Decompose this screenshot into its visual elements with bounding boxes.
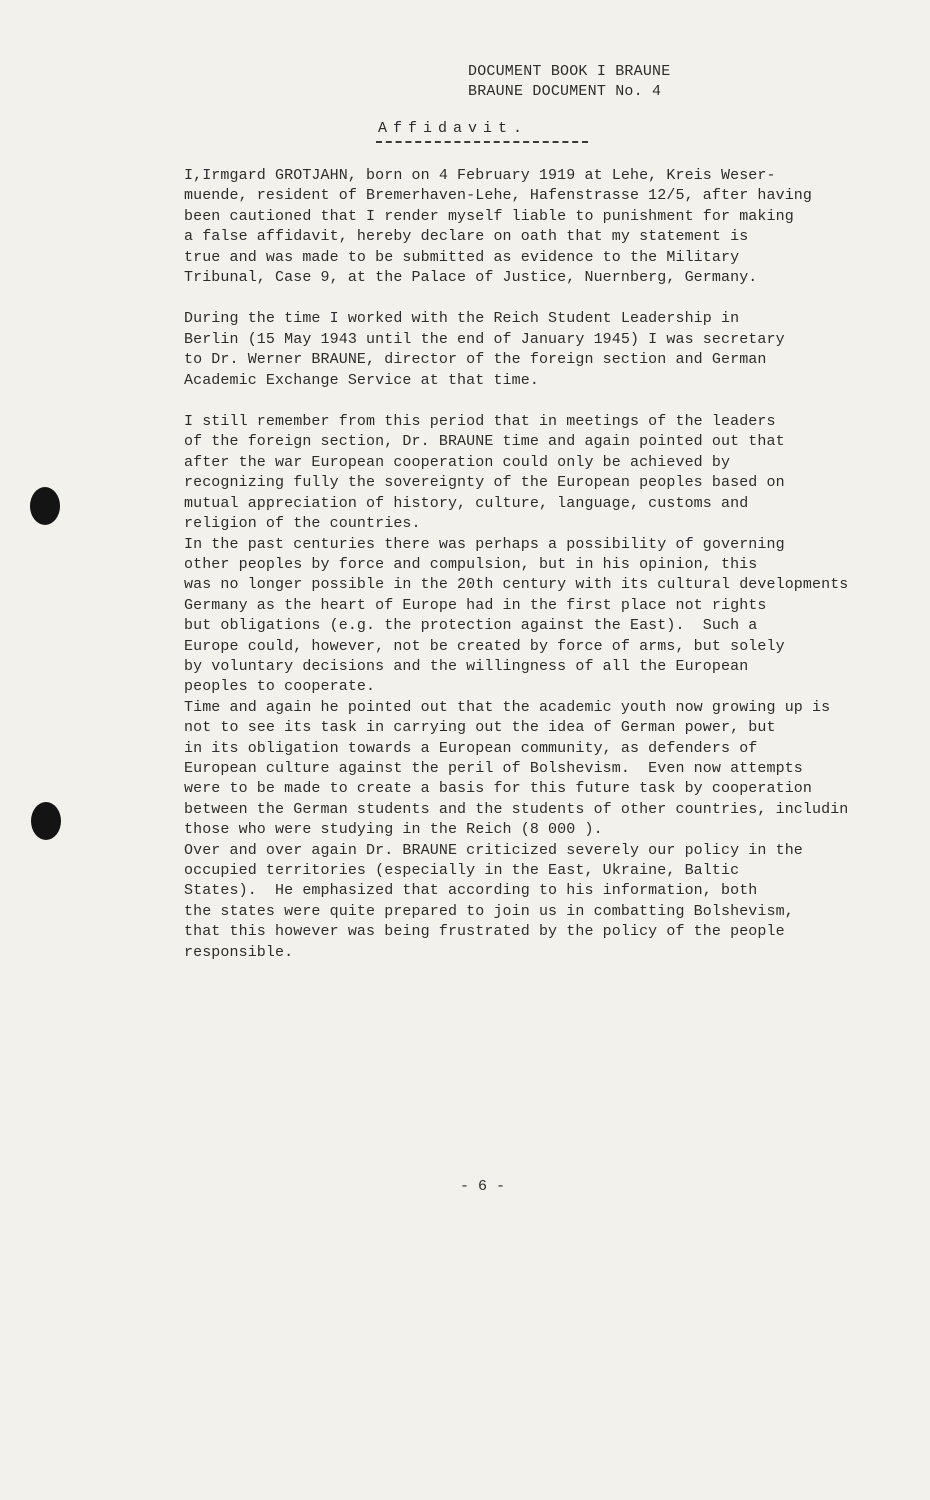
text-line: a false affidavit, hereby declare on oath that my statement is [184,228,749,246]
text-line: but obligations (e.g. the protection against the East). Such a [184,617,758,635]
paragraph [184,166,884,288]
text-line: not to see its task in carrying out the idea of German power, but [184,719,776,737]
text-line: of the foreign section, Dr. BRAUNE time and again pointed out that [184,433,785,451]
text-line: Time and again he pointed out that the academic youth now growing up is [184,698,831,716]
text-line: During the time I worked with the Reich Student Leadership in [184,310,740,328]
paragraph-gap [184,288,884,309]
paragraph [184,309,884,391]
text-line: I still remember from this period that in meetings of the leaders [184,413,776,431]
text-line: by voluntary decisions and the willingness of all the European [184,657,749,675]
text-line: true and was made to be submitted as evidence to the Military [184,248,740,266]
text-line: Over and over again Dr. BRAUNE criticized severely our policy in the [184,841,803,859]
text-line: Germany as the heart of Europe had in the first place not rights [184,596,767,614]
text-line: other peoples by force and compulsion, but in his opinion, this [184,555,758,573]
title-underline [376,141,588,143]
header-line-1: DOCUMENT BOOK I BRAUNE [468,63,671,80]
text-line: occupied territories (especially in the East, Ukraine, Baltic [184,862,740,879]
paragraph-gap [184,391,884,412]
affidavit-title: Affidavit. [378,120,529,137]
text-line: was no longer possible in the 20th century with its cultural developments [184,576,849,594]
paragraph [184,412,884,963]
text-line: European culture against the peril of Bolshevism. Even now attempts [184,759,803,777]
text-line: were to be made to create a basis for this future task by cooperation [184,780,813,798]
text-line: Berlin (15 May 1943 until the end of January 1945) I was secretary [184,330,785,348]
text-line: Tribunal, Case 9, at the Palace of Justice, Nuernberg, Germany. [184,269,758,287]
document-header [468,62,670,102]
text-line: muende, resident of Bremerhaven-Lehe, Hafenstrasse 12/5, after having [184,187,813,205]
text-line: in its obligation towards a European community, as defenders of [184,739,758,757]
punch-hole-top [30,487,60,525]
text-line: mutual appreciation of history, culture, language, customs and [184,494,749,512]
text-line: the states were quite prepared to join us in combatting Bolshevism, [184,902,794,920]
header-line-2: BRAUNE DOCUMENT No. 4 [468,83,662,100]
text-line: In the past centuries there was perhaps a possibility of governing [184,535,785,553]
punch-hole-bottom [31,802,61,840]
document-body [184,166,884,963]
text-line: that this however was being frustrated by the policy of the people [184,923,785,941]
text-line: I,Irmgard GROTJAHN, born on 4 February 1919 at Lehe, Kreis Weser- [184,167,776,184]
text-line: States). He emphasized that according to his information, both [184,882,758,900]
text-line: Europe could, however, not be created by force of arms, but solely [184,637,785,655]
text-line: recognizing fully the sovereignty of the European peoples based on [184,474,785,492]
text-line: peoples to cooperate. [184,678,376,696]
text-line: to Dr. Werner BRAUNE, director of the foreign section and German [184,351,767,369]
page-number: - 6 - [460,1178,506,1195]
text-line: religion of the countries. [184,515,421,533]
text-line: between the German students and the students of other countries, includin [184,800,849,818]
text-line: Academic Exchange Service at that time. [184,371,539,389]
text-line: after the war European cooperation could only be achieved by [184,453,731,471]
text-line: those who were studying in the Reich (8 000 ). [184,821,603,839]
text-line: been cautioned that I render myself liable to punishment for making [184,207,794,225]
text-line: responsible. [184,943,294,961]
